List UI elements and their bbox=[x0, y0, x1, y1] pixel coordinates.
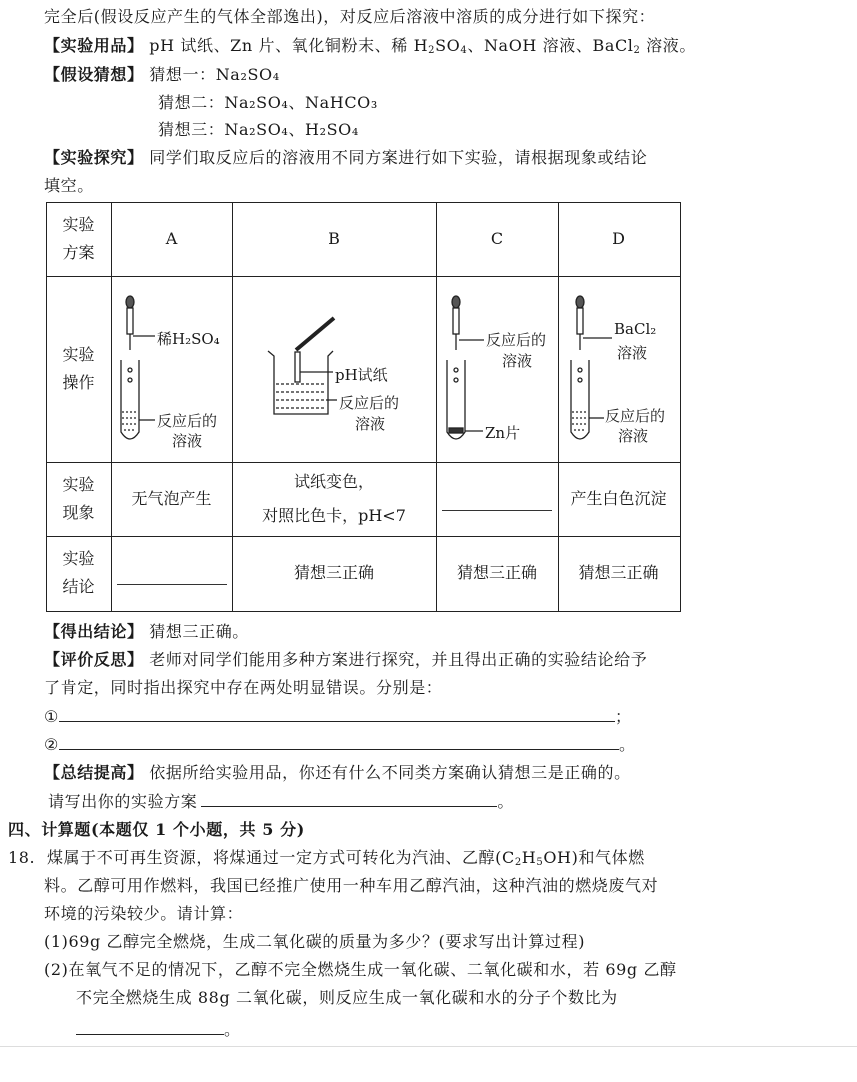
row-header-operation: 实验 操作 bbox=[62, 345, 95, 392]
label-a-acid: 稀H₂SO₄ bbox=[157, 330, 220, 348]
label-d-bacl2: BaCl₂ bbox=[614, 320, 657, 338]
q18-line-2: 料。乙醇可用作燃料，我国已经推广使用一种车用乙醇汽油，这种汽油的燃烧废气对 bbox=[44, 876, 659, 895]
label-d-bacl2-solution: 溶液 bbox=[617, 344, 648, 362]
hypothesis-tag: 【假设猜想】 bbox=[44, 65, 144, 84]
q18-line-1: 18. 煤属于不可再生资源，将煤通过一定方式可转化为汽油、乙醇$(C_2H_5OH)$和气体燃 bbox=[8, 848, 645, 868]
conclusion-c: 猜想三正确 bbox=[456, 563, 537, 582]
reflection-tag: 【评价反思】 bbox=[44, 650, 144, 669]
q18-number: 18. bbox=[8, 848, 36, 867]
label-d-solution-1: 反应后的 bbox=[605, 407, 666, 425]
summary-line-2: 请写出你的实验方案 。 bbox=[48, 792, 515, 811]
hypothesis-line-3: 猜想三：Na₂SO₄、H₂SO₄ bbox=[158, 120, 359, 139]
reflection-item-2: ② 。 bbox=[44, 735, 636, 754]
row-header-plan: 实验 方案 bbox=[62, 215, 95, 262]
conclusion-d: 猜想三正确 bbox=[578, 563, 659, 582]
phenomenon-b: 试纸变色， 对照比色卡，pH<7 bbox=[262, 472, 406, 525]
section-4-heading: 四、计算题(本题仅 1 个小题，共 5 分) bbox=[8, 820, 305, 839]
q18-part-2-line-2: 不完全燃烧生成 88g 二氧化碳，则反应生成一氧化碳和水的分子个数比为 bbox=[76, 988, 618, 1007]
phenomenon-a: 无气泡产生 bbox=[131, 489, 212, 508]
hypothesis-1: Na₂SO₄ bbox=[215, 65, 280, 84]
conclusion-tag: 【得出结论】 bbox=[44, 622, 144, 641]
label-c-solution-1: 反应后的 bbox=[486, 331, 547, 349]
explore-line-1: 【实验探究】 同学们取反应后的溶液用不同方案进行如下实验，请根据现象或结论 bbox=[44, 148, 648, 167]
q18-line-3: 环境的污染较少。请计算： bbox=[44, 904, 244, 923]
label-b-ph-paper: pH试纸 bbox=[335, 366, 388, 384]
row-header-phenomenon: 实验 现象 bbox=[62, 475, 95, 522]
summary-line-1: 【总结提高】 依据所给实验用品，你还有什么不同类方案确认猜想三是正确的。 bbox=[44, 763, 631, 782]
col-header-b: B bbox=[328, 229, 340, 248]
answer-blank-2[interactable] bbox=[59, 733, 619, 750]
hypothesis-line-2: 猜想二：Na₂SO₄、NaHCO₃ bbox=[158, 93, 378, 112]
label-c-zinc: Zn片 bbox=[485, 424, 521, 442]
label-a-solution-2: 溶液 bbox=[172, 432, 203, 450]
intro-line: 完全后(假设反应产生的气体全部逸出)，对反应后溶液中溶质的成分进行如下探究： bbox=[44, 7, 656, 26]
col-header-c: C bbox=[490, 229, 504, 248]
conclusion-b: 猜想三正确 bbox=[293, 563, 374, 582]
label-b-solution-1: 反应后的 bbox=[339, 394, 400, 412]
conclusion-line: 【得出结论】 猜想三正确。 bbox=[44, 622, 249, 641]
q18-part-1: (1)69g 乙醇完全燃烧，生成二氧化碳的质量为多少？(要求写出计算过程) bbox=[44, 932, 586, 951]
explore-line-2: 填空。 bbox=[44, 176, 94, 195]
label-d-solution-2: 溶液 bbox=[618, 427, 649, 445]
label-c-solution-2: 溶液 bbox=[502, 352, 533, 370]
reflection-line-2: 了肯定，同时指出探究中存在两处明显错误。分别是： bbox=[44, 678, 443, 697]
summary-tag: 【总结提高】 bbox=[44, 763, 144, 782]
col-header-a: A bbox=[165, 229, 178, 248]
label-b-solution-2: 溶液 bbox=[355, 415, 386, 433]
col-header-d: D bbox=[612, 229, 625, 248]
q18-answer-line: 。 bbox=[76, 1018, 241, 1041]
label-a-solution-1: 反应后的 bbox=[157, 412, 218, 430]
phenomenon-d: 产生白色沉淀 bbox=[570, 489, 667, 508]
reflection-item-1: ① ； bbox=[44, 707, 632, 726]
phenomenon-c-blank[interactable] bbox=[442, 510, 552, 511]
explore-tag: 【实验探究】 bbox=[44, 148, 144, 167]
hypothesis-line-1: 【假设猜想】 猜想一：Na₂SO₄ bbox=[44, 65, 280, 84]
q18-part-2-line-1: (2)在氧气不足的情况下，乙醇不完全燃烧生成一氧化碳、二氧化碳和水，若 69g 乙醇 bbox=[44, 960, 677, 979]
hypothesis-2: Na₂SO₄、NaHCO₃ bbox=[224, 93, 378, 112]
page-bottom-divider bbox=[0, 1046, 857, 1047]
hypothesis-3: Na₂SO₄、H₂SO₄ bbox=[224, 120, 359, 139]
reflection-line-1: 【评价反思】 老师对同学们能用多种方案进行探究，并且得出正确的实验结论给予 bbox=[44, 650, 648, 669]
answer-blank-1[interactable] bbox=[59, 705, 615, 722]
materials-line: 【实验用品】 pH 试纸、Zn 片、氧化铜粉末、稀 $H_2SO_4$、NaOH 溶液、BaCl$_2$ 溶液。 bbox=[44, 36, 696, 56]
answer-blank-ratio[interactable] bbox=[76, 1018, 224, 1035]
answer-blank-plan[interactable] bbox=[201, 790, 497, 807]
row-header-conclusion: 实验 结论 bbox=[62, 549, 95, 596]
materials-tag: 【实验用品】 bbox=[44, 36, 144, 55]
conclusion-a-blank[interactable] bbox=[117, 584, 227, 585]
